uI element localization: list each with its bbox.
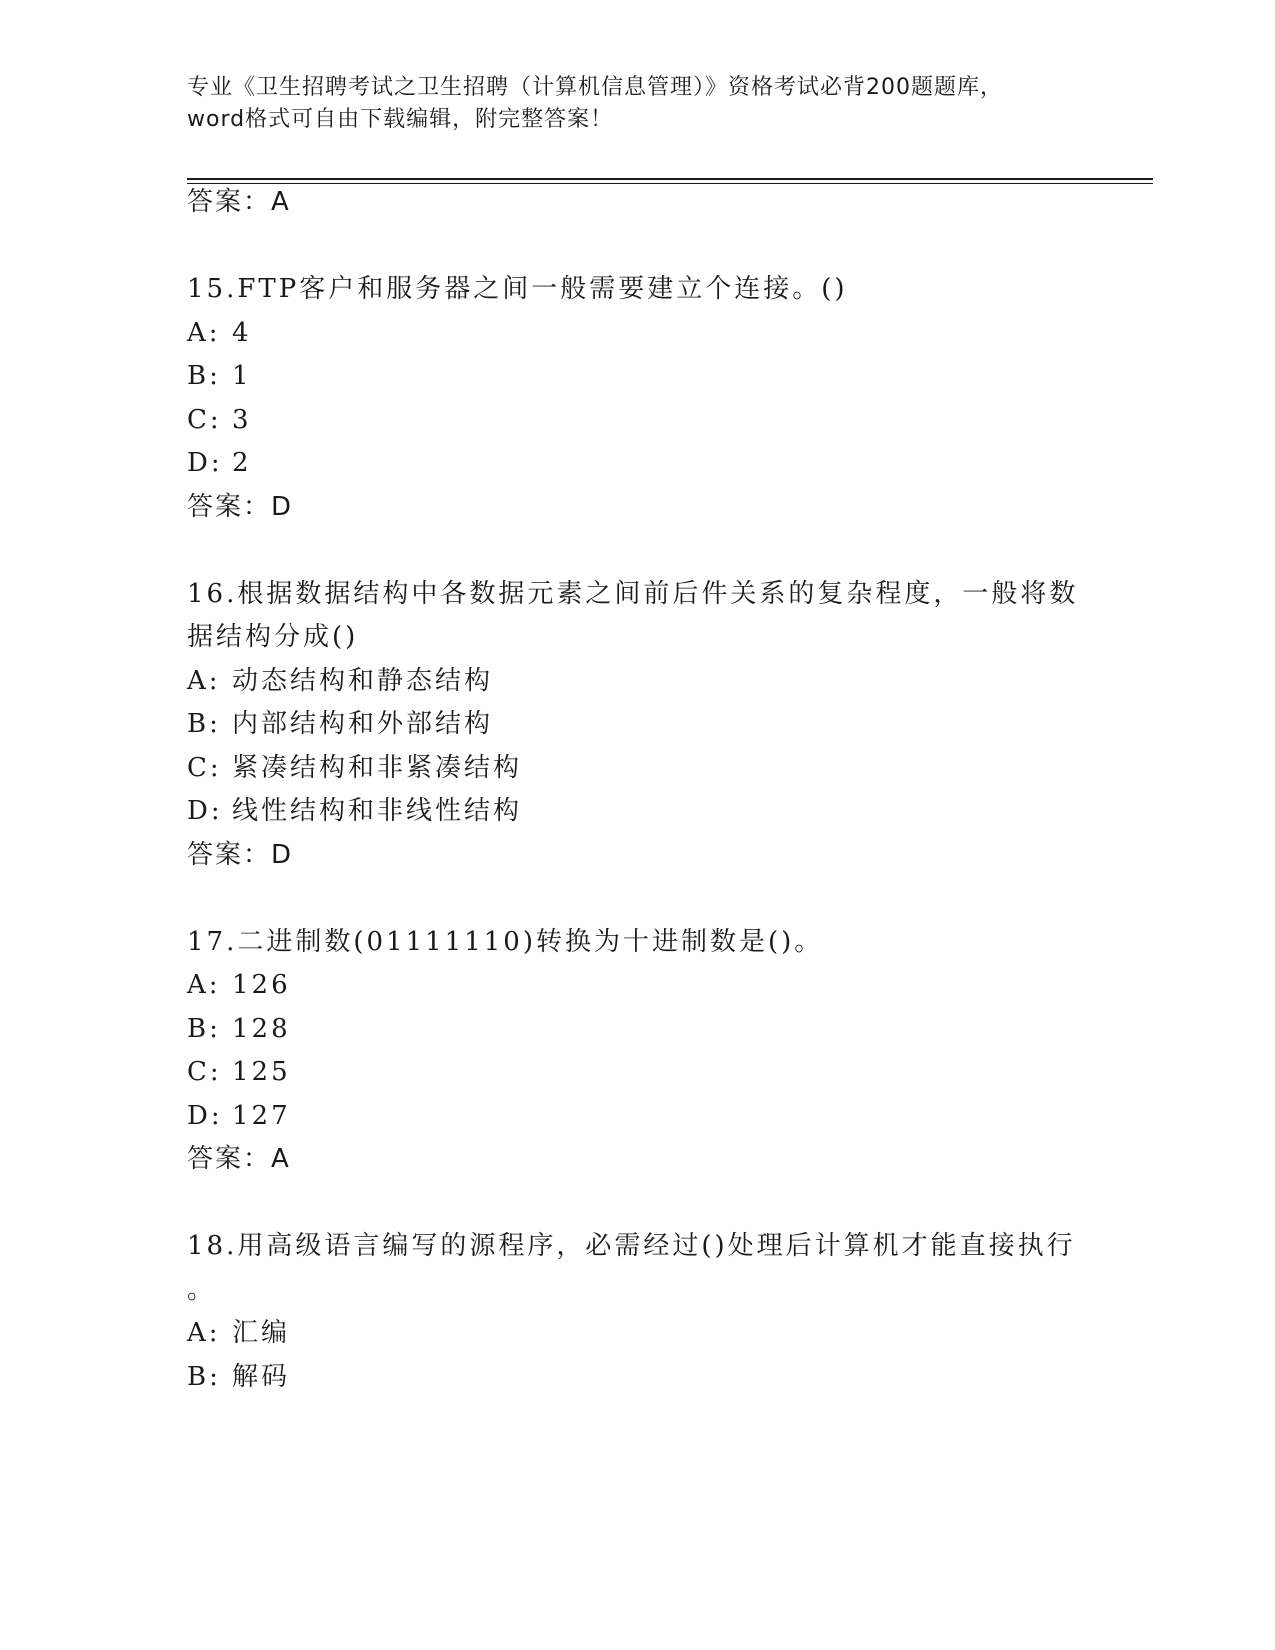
question-16-answer: 答案：D xyxy=(187,840,294,870)
question-16-option-d: D: 线性结构和非线性结构 xyxy=(187,796,523,826)
document-header xyxy=(187,72,1087,136)
question-15-option-c: C: 3 xyxy=(187,405,252,435)
question-18-option-b: B: 解码 xyxy=(187,1362,291,1392)
header-line-1: 专业《卫生招聘考试之卫生招聘（计算机信息管理）》资格考试必背200题题库， xyxy=(187,75,1003,100)
question-17-option-b: B: 128 xyxy=(187,1014,291,1044)
question-16-option-c: C: 紧凑结构和非紧凑结构 xyxy=(187,753,523,783)
question-15-option-d: D: 2 xyxy=(187,448,252,478)
header-divider-thin xyxy=(187,183,1153,184)
question-15-option-a: A: 4 xyxy=(187,318,252,348)
question-17-option-a: A: 126 xyxy=(187,970,291,1000)
question-16-stem-line-1: 16.根据数据结构中各数据元素之间前后件关系的复杂程度，一般将数 xyxy=(187,579,1079,609)
question-15-stem: 15.FTP客户和服务器之间一般需要建立个连接。() xyxy=(187,274,848,304)
question-16-option-a: A: 动态结构和静态结构 xyxy=(187,666,494,696)
question-17-option-c: C: 125 xyxy=(187,1057,291,1087)
question-18-stem-line-2: 。 xyxy=(187,1275,217,1305)
header-line-2: word格式可自由下载编辑，附完整答案！ xyxy=(187,107,614,132)
question-16-stem-line-2: 据结构分成() xyxy=(187,622,359,652)
question-16-option-b: B: 内部结构和外部结构 xyxy=(187,709,494,739)
header-divider xyxy=(187,178,1153,180)
question-17-stem: 17.二进制数(01111110)转换为十进制数是()。 xyxy=(187,927,824,957)
question-17-option-d: D: 127 xyxy=(187,1101,291,1131)
question-18-stem-line-1: 18.用高级语言编写的源程序，必需经过()处理后计算机才能直接执行 xyxy=(187,1231,1076,1261)
question-17-answer: 答案：A xyxy=(187,1144,291,1174)
question-18-option-a: A: 汇编 xyxy=(187,1318,291,1348)
question-15-option-b: B: 1 xyxy=(187,361,252,391)
question-15-answer: 答案：D xyxy=(187,492,294,522)
previous-answer: 答案：A xyxy=(187,187,291,217)
